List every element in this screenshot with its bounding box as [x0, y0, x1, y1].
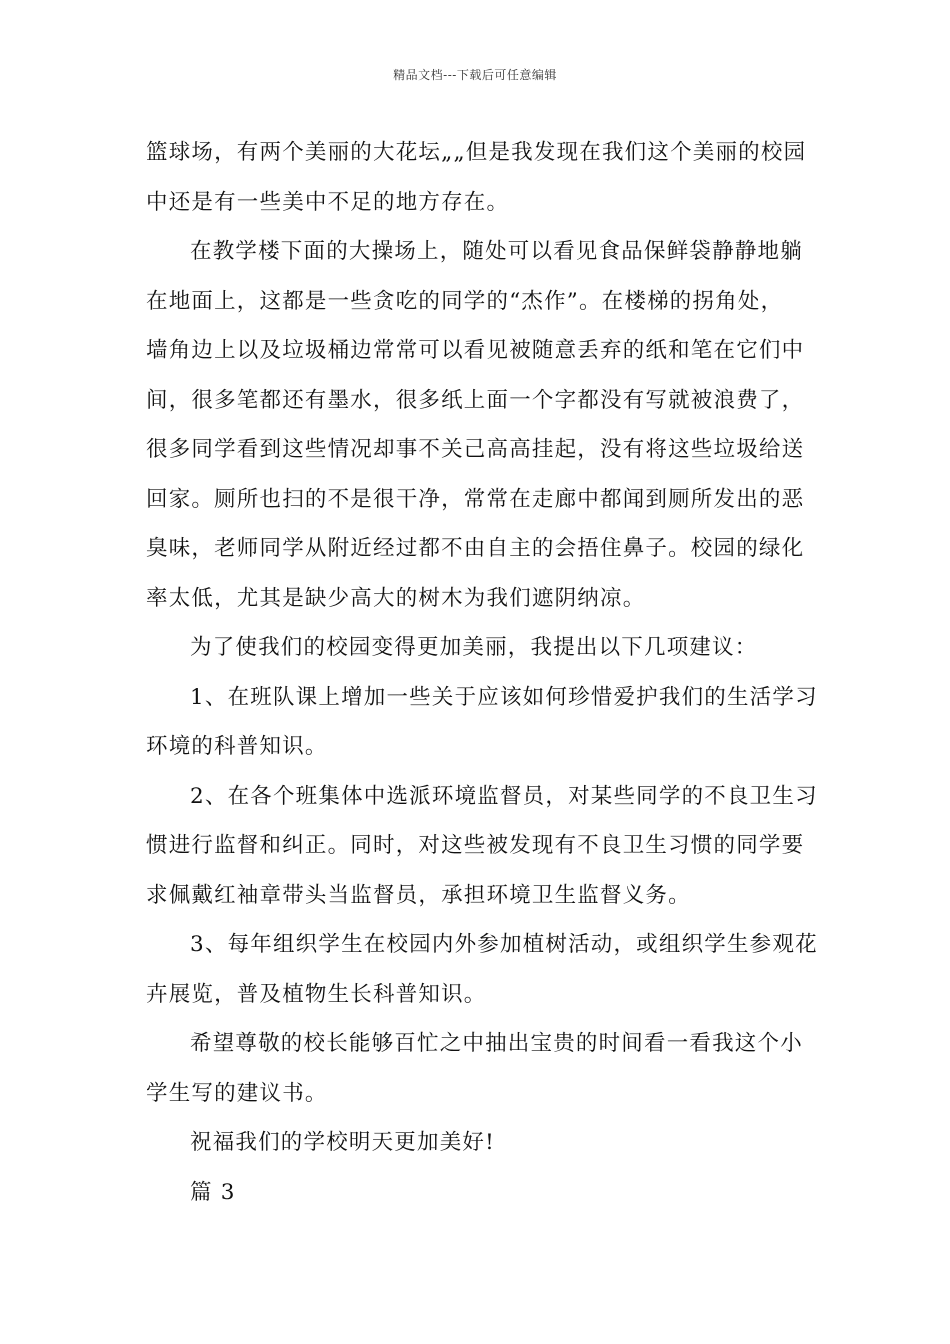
text-line: 在地面上，这都是一些贪吃的同学的“杰作”。在楼梯的拐角处， [146, 288, 784, 314]
text-line: 臭味，老师同学从附近经过都不由自主的会捂住鼻子。校园的绿化 [146, 536, 805, 561]
text-line: 祝福我们的学校明天更加美好! [190, 1130, 495, 1155]
text-line: 中还是有一些美中不足的地方存在。 [146, 189, 510, 215]
text-line: 卉展览，普及植物生长科普知识。 [146, 981, 487, 1007]
text-line: 环境的科普知识。 [146, 734, 328, 759]
text-line: 学生写的建议书。 [146, 1080, 328, 1106]
text-line: 3、每年组织学生在校园内外参加植树活动，或组织学生参观花 [190, 932, 818, 957]
text-line: 在教学楼下面的大操场上，随处可以看见食品保鲜袋静静地躺 [190, 239, 803, 264]
text-line: 很多同学看到这些情况却事不关己高高挂起，没有将这些垃圾给送 [146, 437, 805, 462]
text-line: 篇 3 [190, 1179, 236, 1205]
text-line: 率太低，尤其是缺少高大的树木为我们遮阴纳凉。 [146, 585, 646, 611]
text-line: 求佩戴红袖章带头当监督员，承担环境卫生监督义务。 [146, 882, 691, 908]
text-line: 为了使我们的校园变得更加美丽，我提出以下几项建议： [190, 635, 758, 660]
text-line: 回家。厕所也扫的不是很干净，常常在走廊中都闻到厕所发出的恶 [146, 486, 805, 512]
text-line: 惯进行监督和纠正。同时，对这些被发现有不良卫生习惯的同学要 [146, 833, 805, 858]
text-line: 篮球场，有两个美丽的大花坛„„但是我发现在我们这个美丽的校园 [146, 140, 807, 165]
document-body [146, 128, 818, 1217]
text-line: 2、在各个班集体中选派环境监督员，对某些同学的不良卫生习 [190, 783, 818, 809]
text-line: 墙角边上以及垃圾桶边常常可以看见被随意丢弃的纸和笔在它们中 [146, 338, 805, 363]
page-header: 精品文档---下载后可任意编辑 [393, 68, 557, 82]
text-line: 间，很多笔都还有墨水，很多纸上面一个字都没有写就被浪费了， [146, 387, 805, 413]
text-line: 希望尊敬的校长能够百忙之中抽出宝贵的时间看一看我这个小 [190, 1031, 803, 1056]
text-line: 1、在班队课上增加一些关于应该如何珍惜爱护我们的生活学习 [190, 684, 818, 710]
